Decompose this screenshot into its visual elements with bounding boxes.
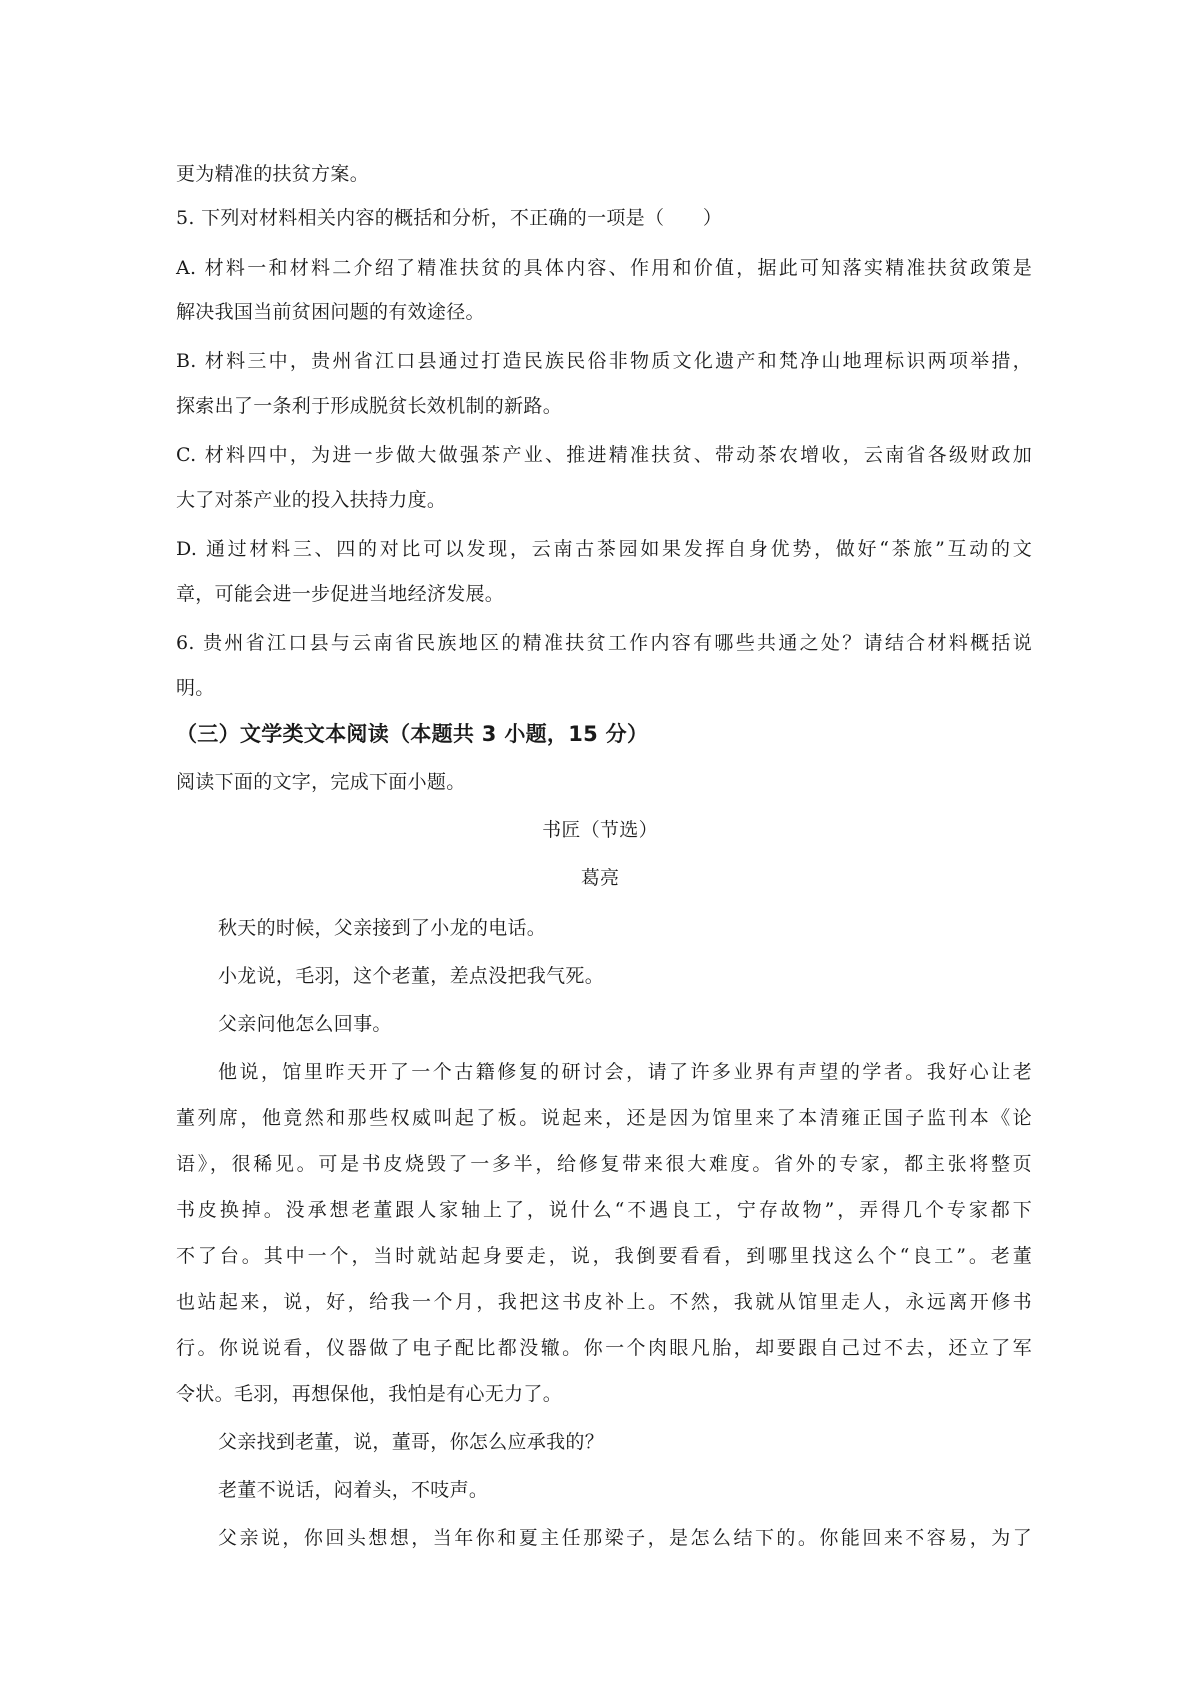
previous-passage-tail: 更为精准的扶贫方案。 bbox=[176, 163, 370, 185]
question-5-option-c-line-2: 大了对茶产业的投入扶持力度。 bbox=[176, 489, 447, 511]
question-6-line-2: 明。 bbox=[176, 677, 215, 699]
question-5-option-d-line-1: D. 通过材料三、四的对比可以发现，云南古茶园如果发挥自身优势，做好“茶旅”互动的文 bbox=[176, 538, 1032, 560]
story-paragraph-4-line-8: 令状。毛羽，再想保他，我怕是有心无力了。 bbox=[176, 1383, 563, 1405]
story-paragraph-3: 父亲问他怎么回事。 bbox=[218, 1013, 392, 1035]
story-paragraph-4-line-4: 书皮换掉。没承想老董跟人家轴上了，说什么“不遇良工，宁存故物”，弄得几个专家都下 bbox=[176, 1199, 1032, 1221]
question-5-option-d-line-2: 章，可能会进一步促进当地经济发展。 bbox=[176, 583, 505, 605]
section-heading: （三）文学类文本阅读（本题共 3 小题，15 分） bbox=[176, 722, 649, 746]
story-paragraph-4-line-6: 也站起来，说，好，给我一个月，我把这书皮补上。不然，我就从馆里走人，永远离开修书 bbox=[176, 1291, 1032, 1313]
story-title: 书匠（节选） bbox=[542, 819, 658, 841]
story-paragraph-4-line-2: 董列席，他竟然和那些权威叫起了板。说起来，还是因为馆里来了本清雍正国子监刊本《论 bbox=[176, 1107, 1032, 1129]
question-5-stem: 5. 下列对材料相关内容的概括和分析，不正确的一项是（ ） bbox=[176, 207, 723, 229]
story-paragraph-4-line-1: 他说，馆里昨天开了一个古籍修复的研讨会，请了许多业界有声望的学者。我好心让老 bbox=[218, 1061, 1032, 1083]
story-paragraph-4-line-7: 行。你说说看，仪器做了电子配比都没辙。你一个肉眼凡胎，却要跟自己过不去，还立了军 bbox=[176, 1337, 1032, 1359]
story-paragraph-2: 小龙说，毛羽，这个老董，差点没把我气死。 bbox=[218, 965, 605, 987]
story-paragraph-6: 老董不说话，闷着头，不吱声。 bbox=[218, 1479, 489, 1501]
question-6-line-1: 6. 贵州省江口县与云南省民族地区的精准扶贫工作内容有哪些共通之处？请结合材料概括说 bbox=[176, 632, 1032, 654]
reading-instruction: 阅读下面的文字，完成下面小题。 bbox=[176, 771, 466, 793]
question-5-option-b-line-2: 探索出了一条利于形成脱贫长效机制的新路。 bbox=[176, 395, 563, 417]
story-paragraph-1: 秋天的时候，父亲接到了小龙的电话。 bbox=[218, 917, 547, 939]
question-5-option-c-line-1: C. 材料四中，为进一步做大做强茶产业、推进精准扶贫、带动茶农增收，云南省各级财政加 bbox=[176, 444, 1032, 466]
story-paragraph-4-line-3: 语》，很稀见。可是书皮烧毁了一多半，给修复带来很大难度。省外的专家，都主张将整页 bbox=[176, 1153, 1032, 1175]
question-5-option-b-line-1: B. 材料三中，贵州省江口县通过打造民族民俗非物质文化遗产和梵净山地理标识两项举措， bbox=[176, 350, 1032, 372]
question-5-option-a-line-2: 解决我国当前贫困问题的有效途径。 bbox=[176, 301, 485, 323]
story-paragraph-4-line-5: 不了台。其中一个，当时就站起身要走，说，我倒要看看，到哪里找这么个“良工”。老董 bbox=[176, 1245, 1032, 1267]
story-author: 葛亮 bbox=[580, 867, 620, 889]
question-5-option-a-line-1: A. 材料一和材料二介绍了精准扶贫的具体内容、作用和价值，据此可知落实精准扶贫政策是 bbox=[176, 257, 1032, 279]
story-paragraph-7: 父亲说，你回头想想，当年你和夏主任那梁子，是怎么结下的。你能回来不容易，为了 bbox=[218, 1527, 1032, 1549]
story-paragraph-5: 父亲找到老董，说，董哥，你怎么应承我的？ bbox=[218, 1431, 605, 1453]
